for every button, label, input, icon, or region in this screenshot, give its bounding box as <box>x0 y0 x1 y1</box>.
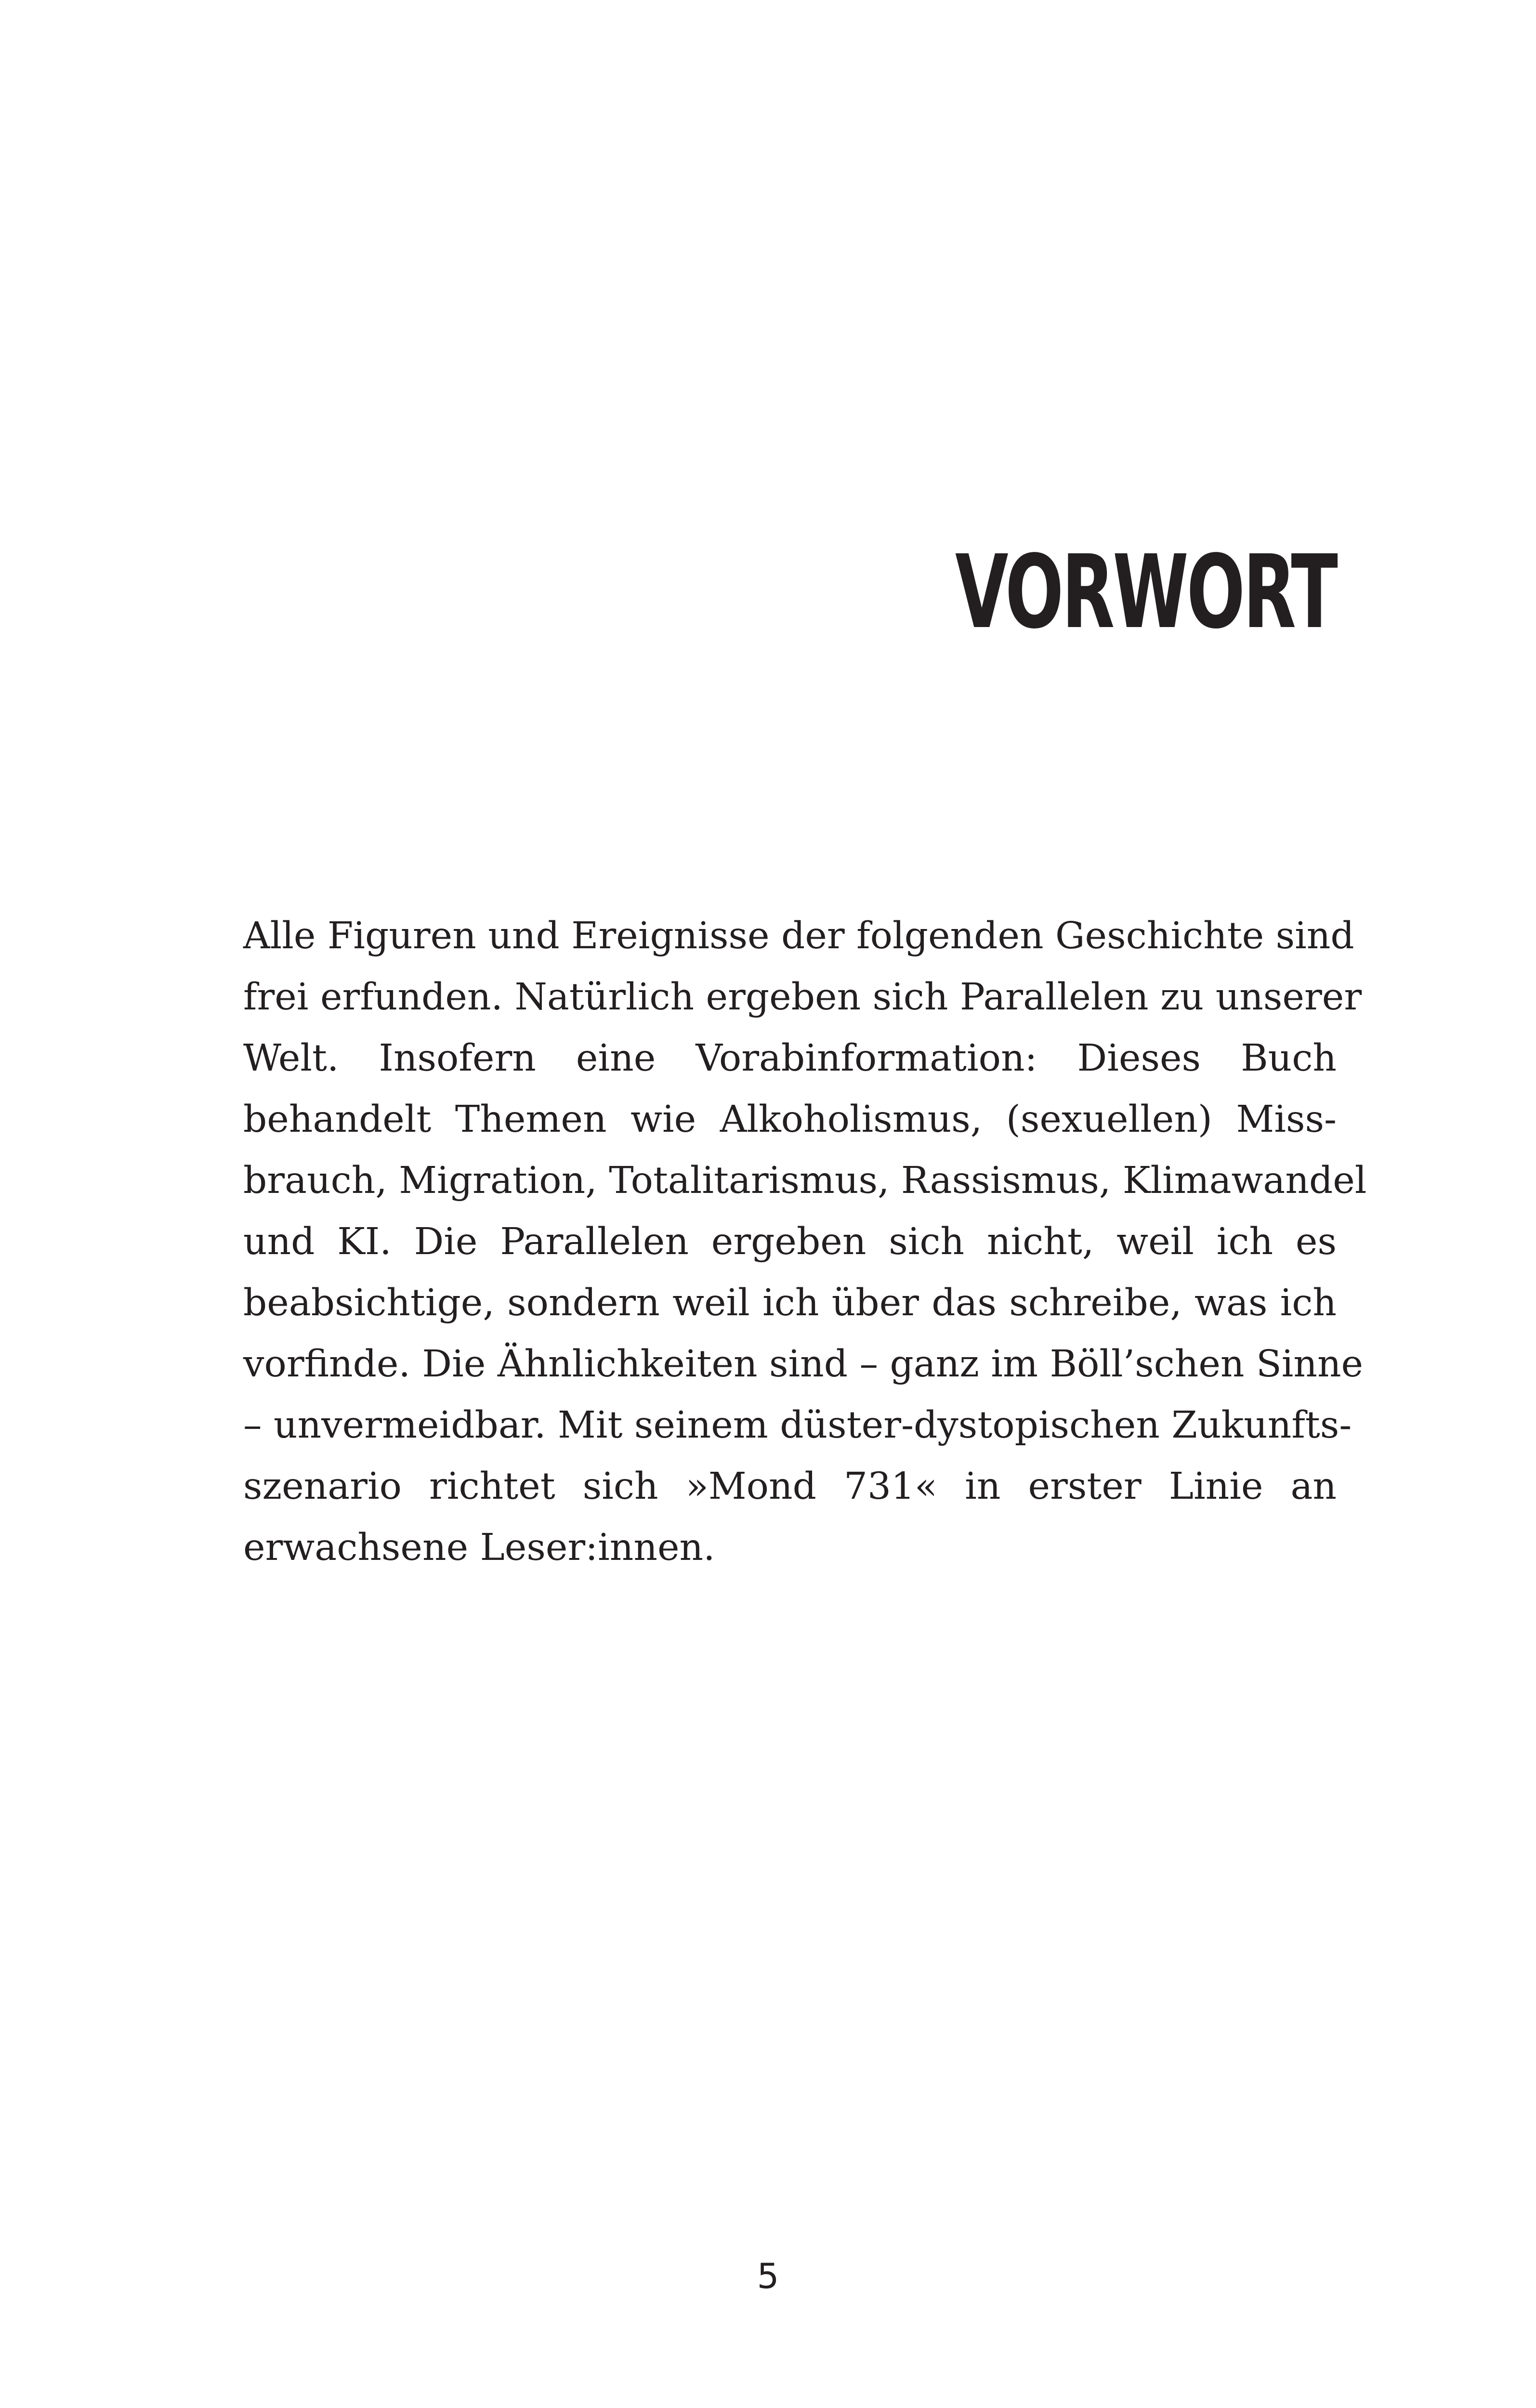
paragraph-line: und KI. Die Parallelen ergeben sich nicht, weil ich es <box>243 1220 1337 1263</box>
paragraph-line: frei erfunden. Natürlich ergeben sich Parallelen zu unserer <box>243 976 1362 1019</box>
paragraph-line: Welt. Insofern eine Vorabinformation: Dieses Buch <box>243 1037 1337 1080</box>
paragraph-line: – unvermeidbar. Mit seinem düster-dystopischen Zukunfts- <box>243 1404 1352 1447</box>
paragraph-line: szenario richtet sich »Mond 731« in erster Linie an <box>243 1465 1337 1508</box>
chapter-title: VORWORT <box>955 533 1336 651</box>
paragraph-line: brauch, Migration, Totalitarismus, Rassismus, Klimawandel <box>243 1159 1367 1202</box>
paragraph-line: Alle Figuren und Ereignisse der folgenden Geschichte sind <box>243 915 1354 957</box>
paragraph-line: vorfinde. Die Ähnlichkeiten sind – ganz im Böll’schen Sinne <box>243 1343 1364 1386</box>
page-number: 5 <box>757 2256 779 2296</box>
preface-paragraph <box>243 905 1367 1578</box>
paragraph-line: behandelt Themen wie Alkoholismus, (sexuellen) Miss- <box>243 1098 1337 1141</box>
paragraph-line: beabsichtige, sondern weil ich über das schreibe, was ich <box>243 1282 1337 1324</box>
paragraph-line: erwachsene Leser:innen. <box>243 1526 715 1569</box>
